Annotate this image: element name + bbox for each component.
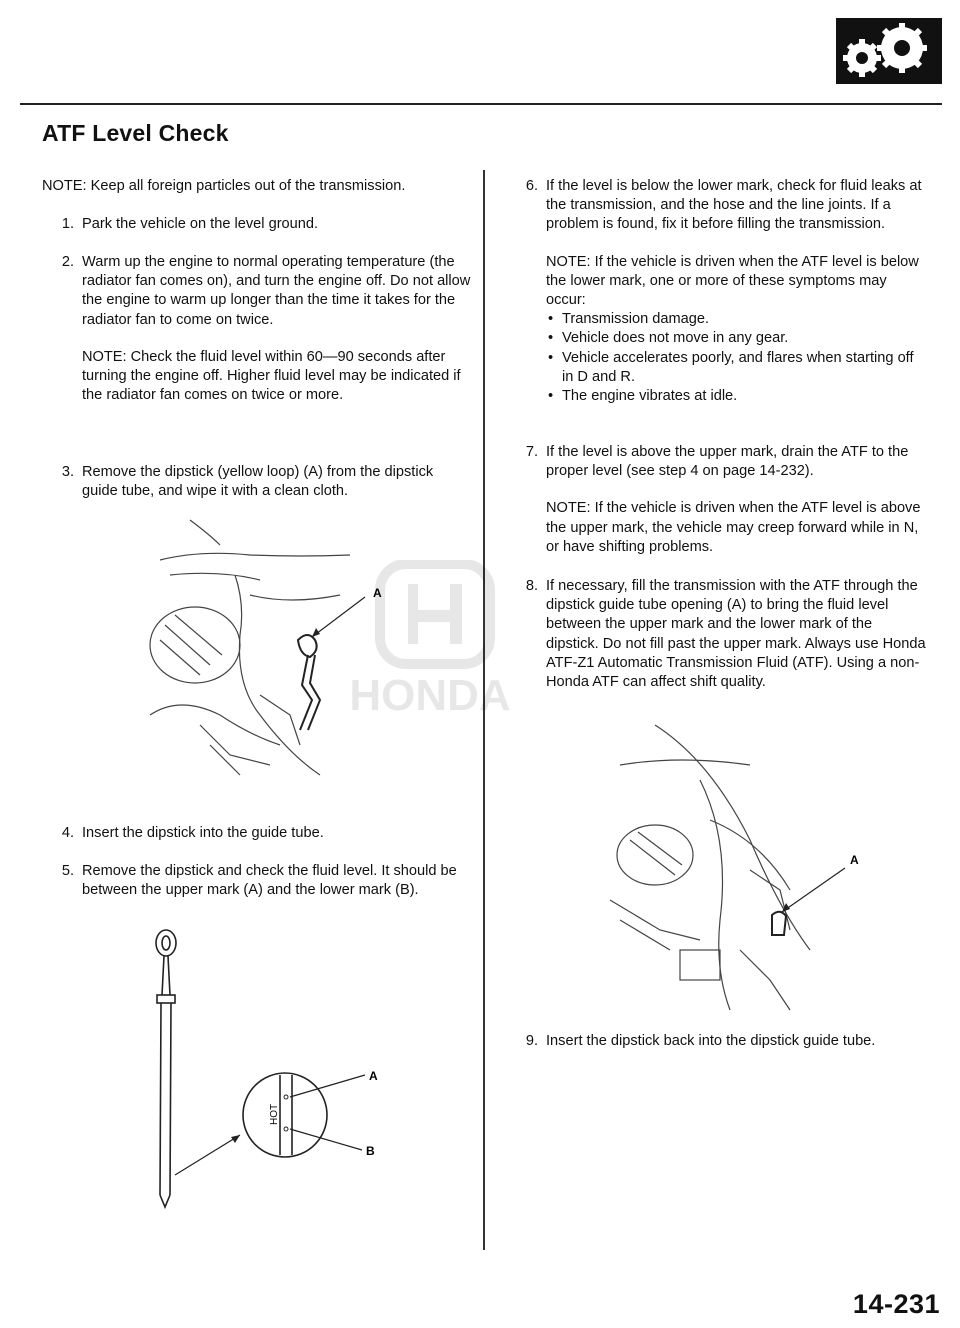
gears-icon (836, 18, 942, 84)
hot-mark-text: HOT (269, 1103, 280, 1125)
list-item: • Vehicle does not move in any gear. (546, 329, 926, 348)
header-rule (20, 103, 942, 105)
upper-mark-label: A (369, 1069, 378, 1083)
step-3 (42, 463, 472, 501)
step-number: 4. (61, 825, 74, 841)
step-6 (506, 177, 926, 406)
page-title: ATF Level Check (42, 120, 229, 146)
symptom-list (546, 310, 926, 406)
step-4 (42, 824, 472, 843)
dipstick-location-figure (140, 515, 400, 805)
step-text: Warm up the engine to normal operating temperature (the radiator fan comes on), and turn the engine off. Do not allow the engine to warm up longer than the time it takes for the radiator fan to come on twice. (82, 254, 471, 328)
step-text: Park the vehicle on the level ground. (82, 216, 319, 232)
step-7 (506, 443, 926, 557)
page-number: 14-231 (852, 1289, 940, 1319)
step-text: Remove the dipstick and check the fluid level. It should be between the upper mark (A) and the lower mark (B). (82, 863, 457, 899)
step-number: 8. (525, 578, 538, 594)
lower-mark-label: B (366, 1144, 375, 1158)
dipstick-marks-figure (140, 925, 400, 1215)
step-text: Insert the dipstick into the guide tube. (82, 825, 324, 841)
step-number: 7. (525, 444, 538, 460)
step-8 (506, 577, 926, 692)
figure-label-a: A (373, 586, 382, 600)
gears-logo (836, 18, 942, 84)
step-5 (42, 862, 472, 900)
step-text: If necessary, fill the transmission with the ATF through the dipstick guide tube opening (A) to bring the fluid level between the upper mark and the lower mark of the dipstick. Do not fill past the upper mark. Always use Honda ATF-Z1 Automatic Transmission Fluid (ATF). Using a non-Honda ATF can affect shift quality. (546, 578, 926, 691)
step-number: 2. (61, 254, 74, 270)
step-text: Remove the dipstick (yellow loop) (A) from the dipstick guide tube, and wipe it with a clean cloth. (82, 464, 434, 500)
guide-tube-figure (600, 720, 880, 1015)
step-1 (42, 215, 472, 234)
step-note: NOTE: If the vehicle is driven when the ATF level is above the upper mark, the vehicle may creep forward while in N, or have shifting problems. (546, 500, 921, 555)
list-item: • The engine vibrates at idle. (546, 387, 926, 406)
step-number: 3. (61, 464, 74, 480)
step-note: NOTE: If the vehicle is driven when the ATF level is below the lower mark, one or more of these symptoms may occur: (546, 253, 919, 309)
list-item: • Vehicle accelerates poorly, and flares when starting off in D and R. (546, 349, 926, 387)
watermark-text: HONDA (349, 671, 511, 720)
step-number: 1. (61, 216, 74, 232)
step-number: 9. (525, 1033, 538, 1049)
step-number: 6. (525, 178, 538, 194)
step-text: Insert the dipstick back into the dipstick guide tube. (546, 1033, 876, 1049)
step-text: If the level is above the upper mark, drain the ATF to the proper level (see step 4 on page 14-232). (546, 444, 909, 480)
step-9 (506, 1032, 936, 1051)
list-item: • Transmission damage. (546, 310, 926, 329)
step-number: 5. (61, 863, 74, 879)
step-note: NOTE: Check the fluid level within 60—90 seconds after turning the engine off. Higher fluid level may be indicated if the radiator fan comes on twice or more. (82, 348, 461, 404)
step-text: If the level is below the lower mark, check for fluid leaks at the transmission, and the hose and the line joints. If a problem is found, fix it before filling the transmission. (546, 178, 922, 233)
step-2 (42, 253, 472, 405)
left-note: NOTE: Keep all foreign particles out of the transmission. (42, 178, 406, 194)
figure-label-a: A (850, 853, 859, 867)
